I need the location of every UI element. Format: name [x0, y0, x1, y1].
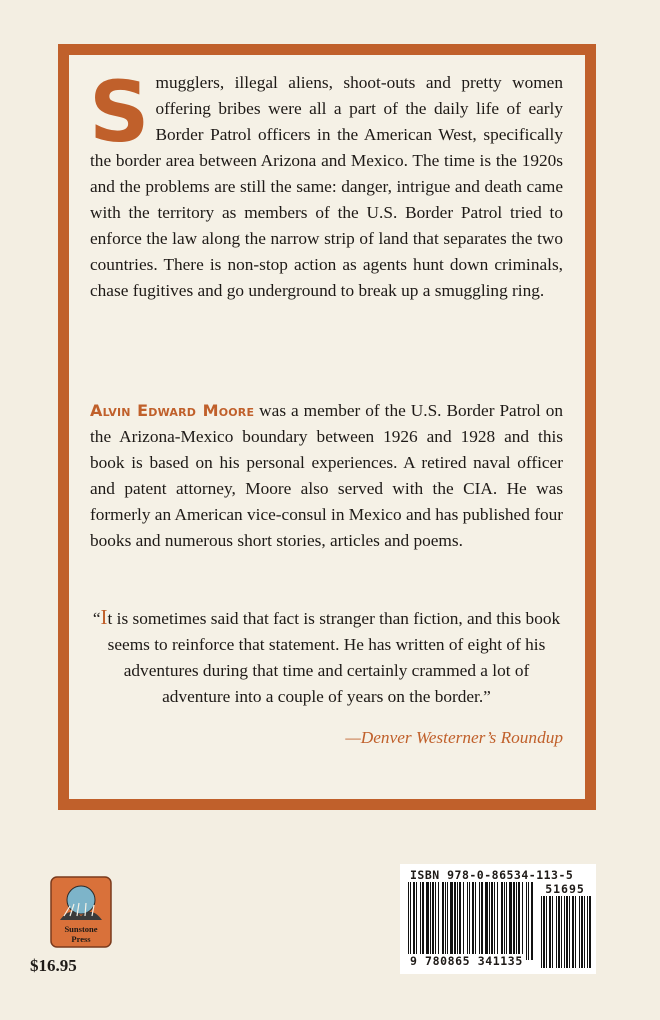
barcode-bar	[426, 882, 429, 960]
barcode-bar	[430, 882, 431, 960]
barcode-bar	[485, 882, 488, 960]
barcode-bar	[561, 896, 562, 968]
barcode-bar	[445, 882, 446, 960]
barcode-bar	[422, 882, 424, 960]
barcode-bar	[472, 882, 474, 960]
barcode-bar	[447, 882, 448, 960]
barcode-bar	[543, 896, 545, 968]
barcode-bar	[504, 882, 505, 960]
quote-text: t is sometimes said that fact is stranger than fiction, and this book seems to reinforce that statement. He has written of eight of his adventures during that time and certainly crammed a lot of adventure into a couple of years on the border.”	[107, 609, 561, 706]
barcode-bar	[526, 882, 527, 960]
barcode-bar	[552, 896, 553, 968]
barcode-bar	[481, 882, 483, 960]
barcode-bar	[541, 896, 542, 968]
author-bio-text: was a member of the U.S. Border Patrol on the Arizona-Mexico boundary between 1926 and 1928 and this book is based on his personal experiences. A retired naval officer and patent attorney, Moore also served with the CIA. He was formerly an American vice-consul in Mexico and has published four books and numerous short stories, articles and poems.	[90, 401, 563, 550]
barcode-bar	[569, 896, 570, 968]
barcode-bar	[564, 896, 565, 968]
barcode-bar	[575, 896, 576, 968]
description-text: mugglers, illegal aliens, shoot-outs and pretty women offering bribes were all a part of the daily life of early Border Patrol officers in the American West, specifically the border area between Arizona and Mexico. The time is the 1920s and the problems are still the same: danger, intrigue and death came with the territory as members of the U.S. Border Patrol tried to enforce the law along the narrow strip of land that separates the two countries. There is non-stop action as agents hunt down criminals, chase fugitives and go underground to break up a smuggling ring.	[90, 73, 563, 300]
barcode-bar	[410, 882, 411, 960]
barcode-bar	[463, 882, 464, 960]
drop-cap: S	[89, 63, 150, 161]
barcode-bar	[442, 882, 444, 960]
barcode-bar	[497, 882, 498, 960]
barcode-bar	[494, 882, 495, 960]
barcode-bar	[566, 896, 568, 968]
barcode-bar	[509, 882, 512, 960]
barcode-bar	[489, 882, 490, 960]
barcode-bar	[518, 882, 520, 960]
barcode-bar	[546, 896, 547, 968]
barcode-bar	[413, 882, 415, 960]
barcode-bar	[475, 882, 476, 960]
barcode-bar	[491, 882, 493, 960]
barcode-bar	[450, 882, 453, 960]
book-description	[89, 63, 563, 304]
barcode-bar	[549, 896, 551, 968]
logo-line-1: Sunstone	[64, 924, 98, 934]
barcode-bar	[408, 882, 409, 960]
author-bio	[90, 398, 563, 554]
barcode-addon-digits: 51695	[545, 882, 585, 896]
author-name: Alvin Edward Moore	[90, 401, 255, 420]
ean-barcode	[408, 882, 534, 960]
barcode-bar	[438, 882, 439, 960]
barcode-bar	[501, 882, 503, 960]
review-quote	[90, 604, 563, 710]
barcode-bar	[572, 896, 574, 968]
barcode-bar	[581, 896, 583, 968]
barcode-bar	[589, 896, 591, 968]
barcode-bar	[584, 896, 585, 968]
quote-open-mark: “	[92, 609, 101, 628]
barcode-bar	[454, 882, 456, 960]
quote-attribution: —Denver Westerner’s Roundup	[345, 728, 563, 747]
barcode-bar	[522, 882, 523, 960]
barcode-bar	[528, 882, 529, 960]
logo-line-2: Press	[71, 934, 91, 944]
addon-barcode	[541, 896, 591, 968]
ean-digits: 9 780865 341135	[410, 954, 523, 968]
barcode-bar	[420, 882, 421, 960]
price: $16.95	[30, 956, 77, 975]
barcode-bar	[587, 896, 588, 968]
barcode-bar	[516, 882, 517, 960]
barcode-bar	[506, 882, 507, 960]
barcode-bar	[558, 896, 560, 968]
barcode-bar	[513, 882, 515, 960]
sunstone-press-logo	[50, 876, 112, 948]
barcode-bar	[432, 882, 434, 960]
barcode-bar	[467, 882, 468, 960]
barcode-bar	[459, 882, 461, 960]
quote-cap: I	[100, 605, 108, 629]
isbn-label: ISBN 978-0-86534-113-5	[410, 868, 574, 882]
barcode-bar	[435, 882, 436, 960]
barcode-bar	[556, 896, 557, 968]
barcode-bar	[479, 882, 480, 960]
barcode-bar	[579, 896, 580, 968]
barcode-bar	[531, 882, 533, 960]
barcode-bar	[469, 882, 470, 960]
barcode-bar	[416, 882, 417, 960]
barcode-bar	[457, 882, 458, 960]
